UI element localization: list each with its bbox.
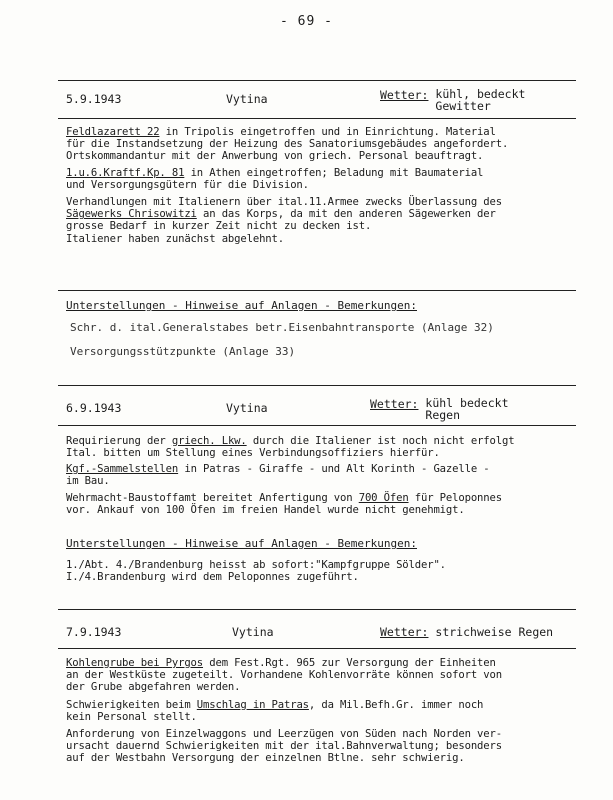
attachment-item: Schr. d. ital.Generalstabes betr.Eisenbahntransporte (Anlage 32) bbox=[70, 321, 494, 334]
entry-weather bbox=[380, 625, 553, 639]
text-line: auf der Westbahn Versorgung der einzelnen Btlne. sehr schwierig. bbox=[66, 752, 465, 765]
underlined-term: Feldlazarett 22 bbox=[66, 126, 160, 138]
text-line: durch die Italiener ist noch nicht erfolgt bbox=[246, 435, 515, 447]
text-line: für Peloponnes bbox=[408, 492, 502, 504]
attachment-item: Versorgungsstützpunkte (Anlage 33) bbox=[70, 345, 296, 358]
underlined-term: Kgf.-Sammelstellen bbox=[66, 463, 179, 475]
text-line: an der Westküste zugeteilt. Vorhandene Kohlenvorräte können sofort von bbox=[66, 669, 502, 682]
weather-label: Wetter: bbox=[380, 88, 429, 102]
underlined-term: Sägewerks Chrisowitzi bbox=[66, 208, 197, 221]
entry-separator bbox=[58, 385, 576, 386]
section-rule bbox=[58, 290, 576, 291]
entry-separator bbox=[58, 118, 576, 119]
attachments-list bbox=[66, 559, 446, 583]
entry-date: 5.9.1943 bbox=[66, 92, 122, 106]
page-number: - 69 - bbox=[280, 14, 333, 29]
text-line: Italiener haben zunächst abgelehnt. bbox=[66, 232, 284, 245]
weather-value: kühl, bedeckt bbox=[435, 87, 526, 101]
weather-value: Regen bbox=[425, 408, 461, 422]
text-line: in Athen eingetroffen; Beladung mit Baumaterial bbox=[184, 167, 484, 179]
underlined-term: griech. Lkw. bbox=[171, 435, 247, 447]
diary-paragraph bbox=[66, 492, 502, 516]
diary-paragraph bbox=[66, 463, 490, 487]
attachments-heading: Unterstellungen - Hinweise auf Anlagen - Bemerkungen: bbox=[66, 299, 417, 312]
attachments-heading: Unterstellungen - Hinweise auf Anlagen - Bemerkungen: bbox=[66, 537, 417, 550]
text-line: grosse Bedarf in kurzer Zeit nicht zu decken ist. bbox=[66, 220, 372, 233]
diary-paragraph bbox=[66, 167, 483, 191]
text-line: ursacht dauernd Schwierigkeiten mit der ital.Bahnverwaltung; besonders bbox=[66, 740, 502, 753]
text-line: an das Korps, da mit den anderen Sägewerken der bbox=[196, 208, 496, 221]
attachment-item: I./4.Brandenburg wird dem Peloponnes zugeführt. bbox=[66, 571, 359, 584]
text-line: in Patras - Giraffe - und Alt Korinth - Gazelle - bbox=[178, 463, 490, 475]
diary-paragraph bbox=[66, 699, 483, 723]
entry-separator bbox=[58, 648, 576, 649]
entry-separator bbox=[58, 609, 576, 610]
entry-place: Vytina bbox=[226, 401, 268, 415]
text-line: und Versorgungsgütern für die Division. bbox=[66, 179, 309, 192]
underlined-term: 1.u.6.Kraftf.Kp. 81 bbox=[66, 167, 185, 179]
weather-label: Wetter: bbox=[380, 625, 429, 639]
text-line: Requirierung der bbox=[66, 435, 172, 447]
entry-weather bbox=[380, 88, 525, 112]
text-line: Anforderung von Einzelwaggons und Leerzügen von Süden nach Norden ver- bbox=[66, 728, 502, 740]
underlined-term: Kohlengrube bei Pyrgos bbox=[66, 657, 204, 669]
text-line: im Bau. bbox=[66, 475, 110, 488]
weather-value: strichweise Regen bbox=[435, 625, 554, 639]
weather-value: kühl bedeckt bbox=[425, 396, 509, 410]
text-line: Verhandlungen mit Italienern über ital.11.Armee zwecks Überlassung des bbox=[66, 196, 502, 208]
diary-paragraph bbox=[66, 728, 502, 765]
weather-value: Gewitter bbox=[435, 99, 491, 113]
diary-paragraph bbox=[66, 126, 508, 163]
weather-label: Wetter: bbox=[370, 397, 419, 411]
underlined-term: Umschlag in Patras bbox=[196, 699, 309, 711]
text-line: , da Mil.Befh.Gr. immer noch bbox=[308, 699, 484, 711]
attachment-item: 1./Abt. 4./Brandenburg heisst ab sofort:"Kampfgruppe Sölder". bbox=[66, 559, 446, 571]
entry-date: 7.9.1943 bbox=[66, 625, 122, 639]
diary-paragraph bbox=[66, 435, 514, 459]
diary-paragraph bbox=[66, 196, 502, 245]
entry-place: Vytina bbox=[232, 625, 274, 639]
text-line: Ital. bitten um Stellung eines Verbindungsoffiziers hierfür. bbox=[66, 447, 440, 460]
entry-place: Vytina bbox=[226, 92, 268, 106]
text-line: vor. Ankauf von 100 Öfen im freien Handel wurde nicht genehmigt. bbox=[66, 504, 465, 517]
text-line: dem Fest.Rgt. 965 zur Versorgung der Einheiten bbox=[203, 657, 496, 669]
entry-date: 6.9.1943 bbox=[66, 401, 122, 415]
entry-separator bbox=[58, 425, 576, 426]
text-line: kein Personal stellt. bbox=[66, 711, 197, 724]
text-line: Wehrmacht-Baustoffamt bereitet Anfertigung von bbox=[66, 492, 359, 504]
text-line: Schwierigkeiten beim bbox=[66, 699, 197, 711]
text-line: der Grube abgefahren werden. bbox=[66, 681, 241, 694]
entry-weather bbox=[370, 397, 509, 421]
text-line: in Tripolis eingetroffen und in Einrichtung. Material bbox=[159, 126, 496, 138]
diary-paragraph bbox=[66, 657, 502, 694]
underlined-term: 700 Öfen bbox=[358, 492, 409, 504]
text-line: für die Instandsetzung der Heizung des Sanatoriumsgebäudes angefordert. bbox=[66, 138, 509, 151]
text-line: Ortskommandantur mit der Anwerbung von griech. Personal beauftragt. bbox=[66, 150, 484, 163]
entry-separator bbox=[58, 80, 576, 81]
